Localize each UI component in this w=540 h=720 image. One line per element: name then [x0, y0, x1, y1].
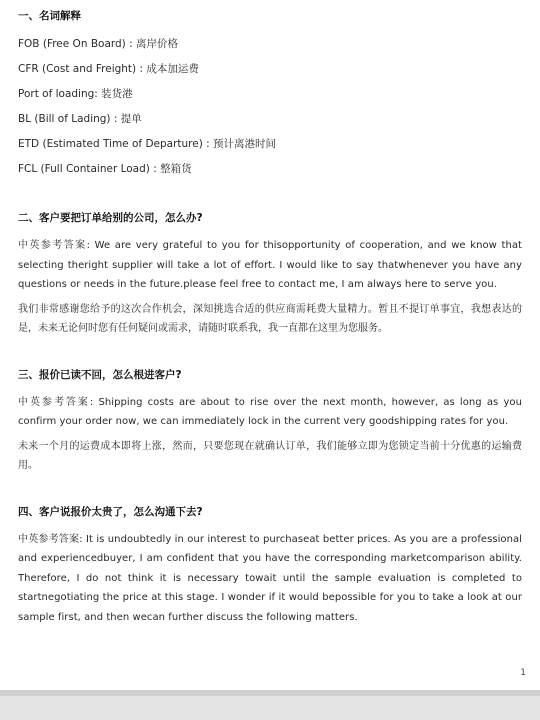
- term-item: Port of loading: 装货港: [18, 88, 133, 100]
- spacer: [18, 182, 522, 210]
- section2-answer-english: 中英参考答案: We are very grateful to you for thisopportunity of cooperation, and we know that selecting theright supplier will take a lot of effort. I would like to say thatwhenever you have any questions or needs in the future.please feel free to contact me, I am always here to serve you.: [18, 240, 522, 290]
- term-item: CFR (Cost and Freight) : 成本加运费: [18, 63, 199, 75]
- page-bottom-border: [0, 690, 540, 720]
- term-list: [18, 32, 522, 182]
- section2-answer-chinese: 我们非常感谢您给予的这次合作机会，深知挑选合适的供应商需耗费大量精力。暂且不提订单事宜，我想表达的是，未来无论何时您有任何疑问或需求，请随时联系我，我一直都在这里为您服务。: [18, 303, 522, 334]
- section3-answer-chinese: 未来一个月的运费成本即将上涨，然而，只要您现在就确认订单，我们能够立即为您锁定当前十分优惠的运输费用。: [18, 440, 522, 471]
- spacer: [18, 520, 522, 530]
- section3-answer-english: 中英参考答案: Shipping costs are about to rise over the next month, however, as long as you confirm your order now, we can immediately lock in the current very goodshipping rates for you.: [18, 396, 522, 427]
- section4-heading: 四、客户说报价太贵了，怎么沟通下去?: [18, 505, 203, 518]
- spacer: [18, 339, 522, 367]
- spacer: [18, 383, 522, 393]
- section4-answer-english: 中英参考答案: It is undoubtedly in our interest to purchaseat better prices. As you are a professional and experiencedbuyer, I am confident that you have the corresponding marketcomparison ability. Therefore, I do not think it is necessary towait until the sample evaluation is completed to startnegotiating the price at this stage. I wonder if it would bepossible for you to take a look at our sample first, and then wecan further discuss the following matters.: [18, 533, 522, 623]
- term-item: ETD (Estimated Time of Departure) : 预计离港时间: [18, 138, 277, 150]
- section2-heading: 二、客户要把订单给别的公司，怎么办?: [18, 212, 203, 224]
- page-shadow-edge: [0, 690, 540, 696]
- term-item: BL (Bill of Lading) : 提单: [18, 113, 142, 125]
- page-content: [18, 8, 522, 627]
- section1-heading: 一、名词解释: [18, 10, 81, 22]
- term-item: FOB (Free On Board) : 离岸价格: [18, 38, 178, 50]
- page-number: 1: [520, 668, 526, 678]
- section3-heading: 三、报价已读不回，怎么根进客户?: [18, 368, 182, 381]
- spacer: [18, 476, 522, 504]
- spacer: [18, 226, 522, 236]
- term-item: FCL (Full Container Load) : 整箱货: [18, 163, 192, 175]
